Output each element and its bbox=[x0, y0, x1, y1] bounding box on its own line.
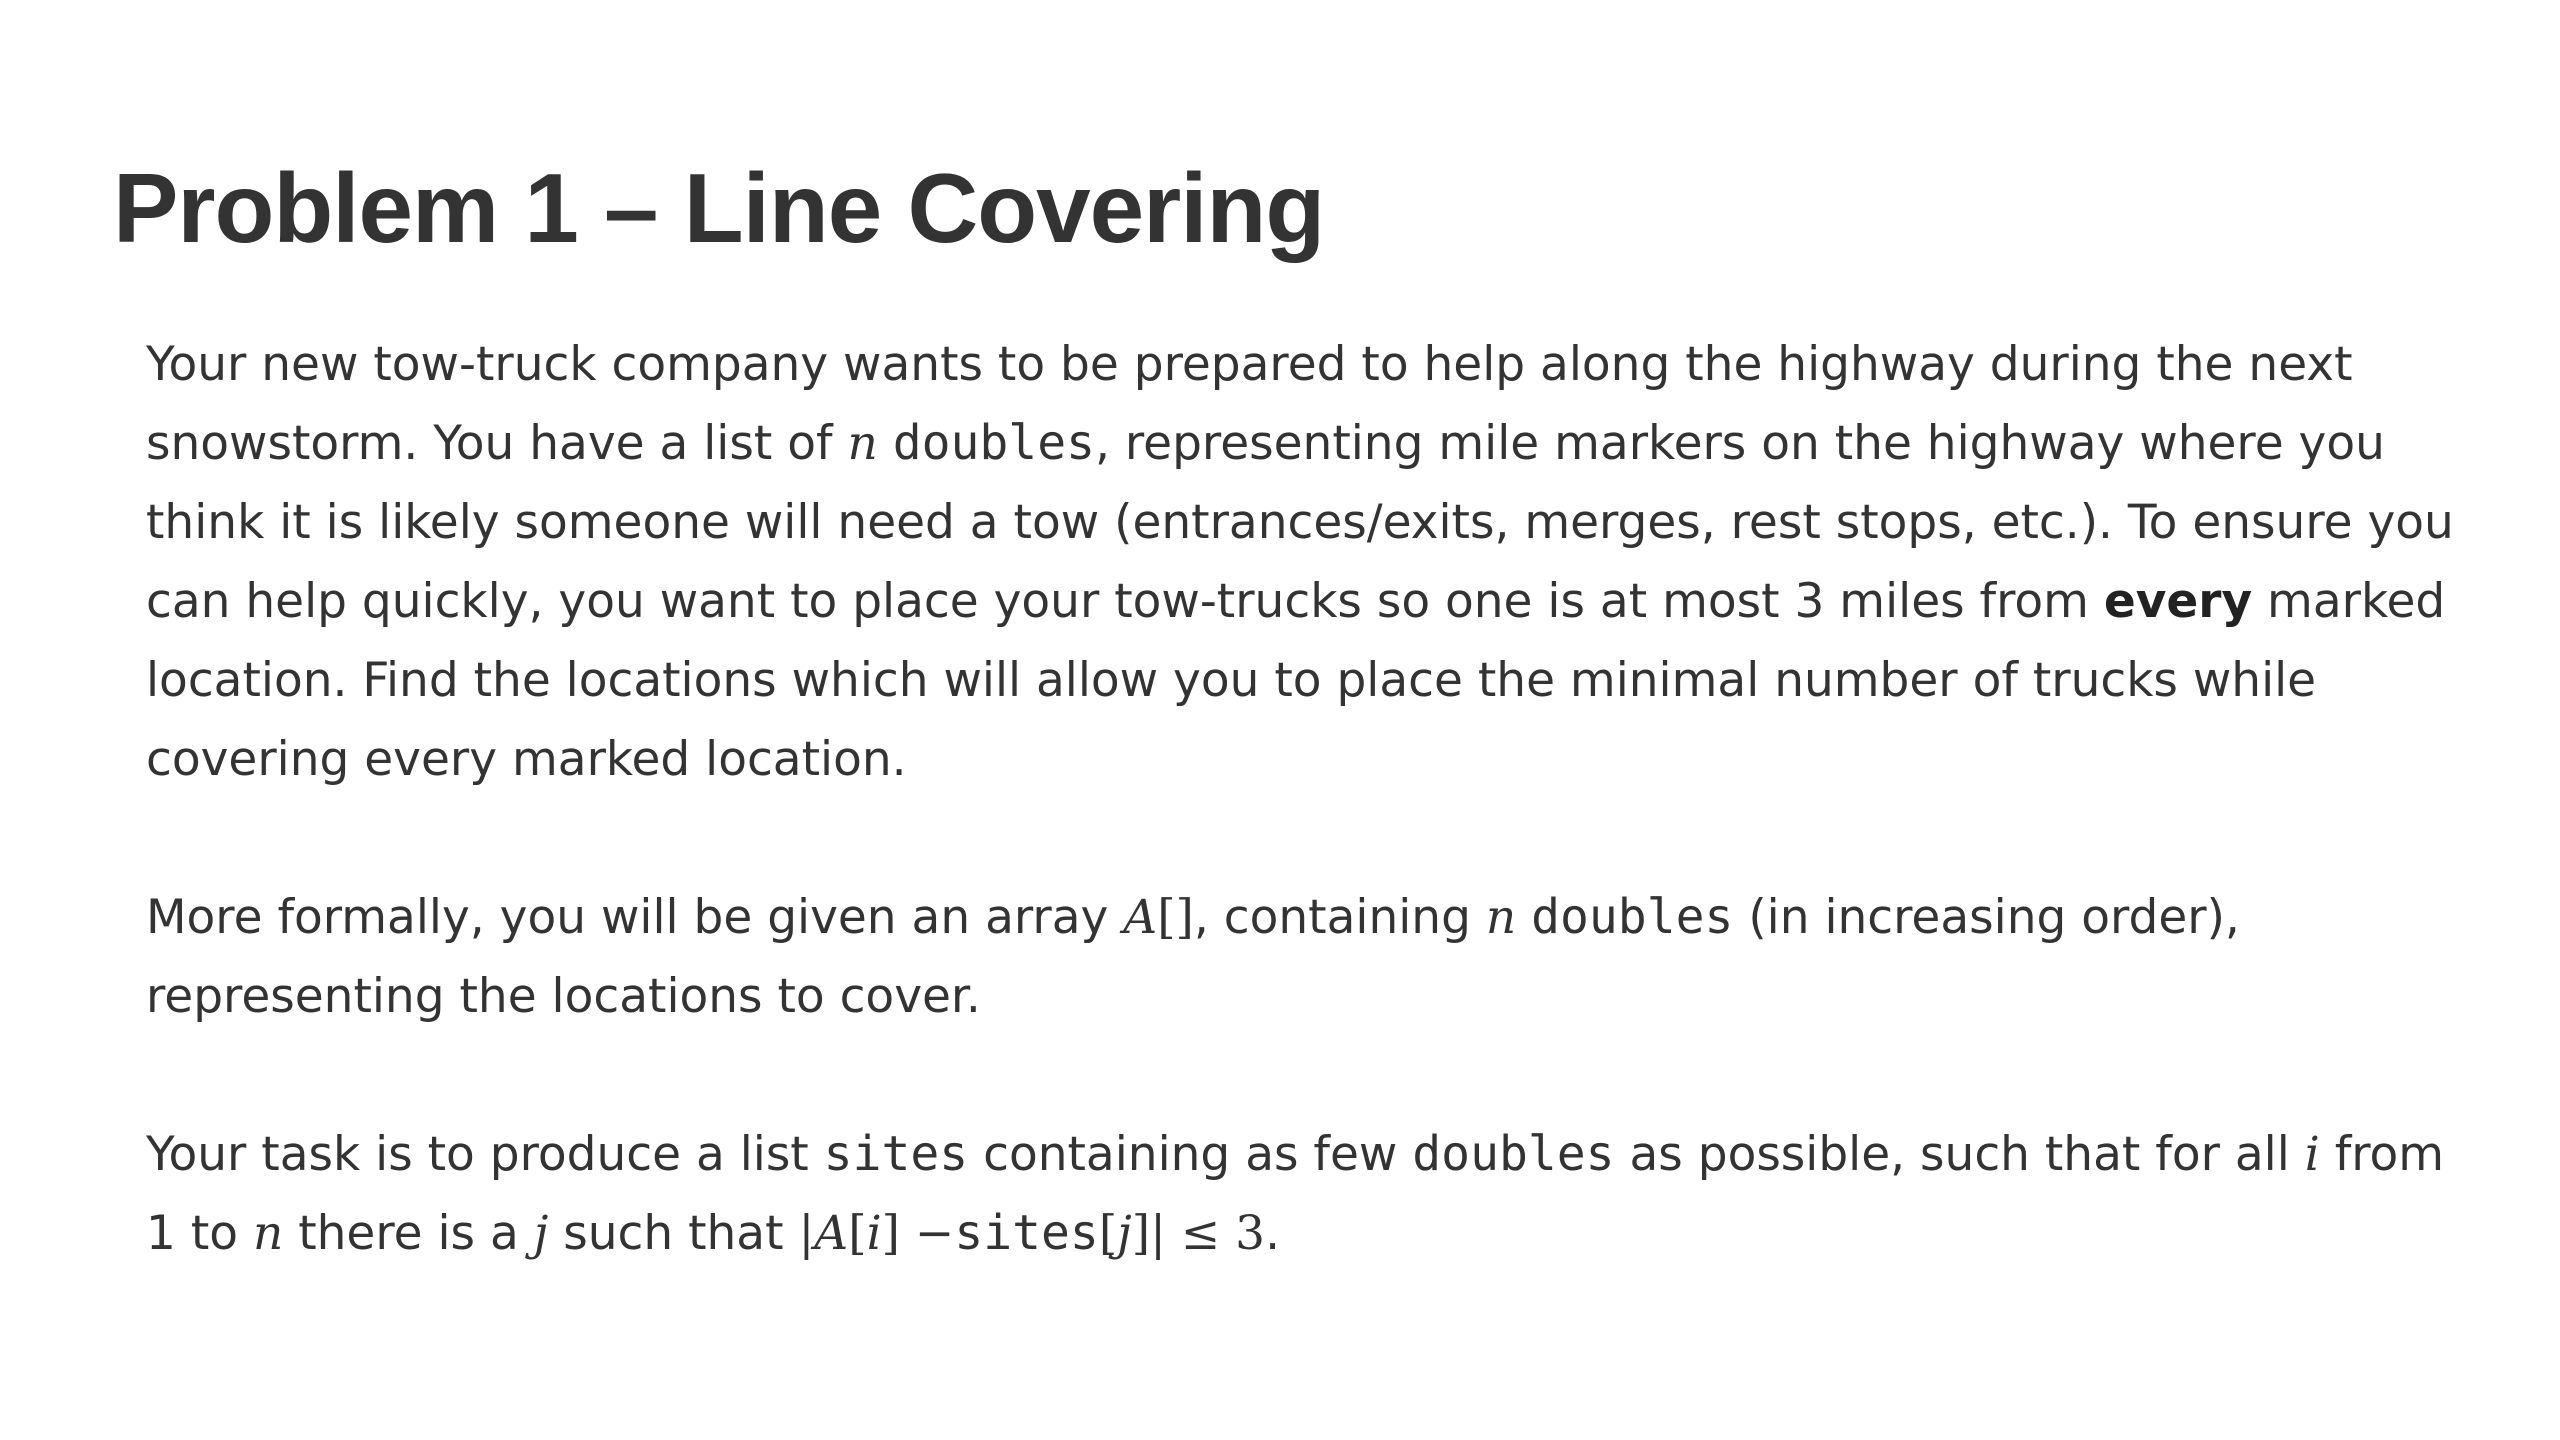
emphasis-every: every bbox=[2103, 574, 2253, 629]
math-n: n bbox=[1485, 890, 1517, 945]
text-segment: marked location. Find the locations which will allow you to place the minimal number of trucks while covering every marked location. bbox=[146, 574, 2446, 787]
text-segment: , containing bbox=[1193, 890, 1486, 945]
code-doubles: doubles bbox=[1412, 1126, 1615, 1182]
math-i: i bbox=[866, 1206, 882, 1261]
math-brackets: [] bbox=[1157, 890, 1194, 945]
math-A: A bbox=[1123, 890, 1158, 945]
math-leq-3: ]| ≤ 3 bbox=[1131, 1206, 1266, 1261]
math-abs-open: | bbox=[798, 1206, 815, 1261]
code-sites: sites bbox=[823, 1126, 969, 1182]
paragraph-intro bbox=[146, 325, 2476, 799]
math-j: j bbox=[533, 1206, 549, 1261]
text-segment: such that bbox=[548, 1206, 799, 1261]
code-sites: sites bbox=[954, 1205, 1099, 1261]
paragraph-formal bbox=[146, 878, 2476, 1036]
math-i: i bbox=[2304, 1127, 2320, 1182]
code-doubles: doubles bbox=[1531, 889, 1734, 945]
problem-body bbox=[146, 325, 2476, 1273]
text-segment: More formally, you will be given an array bbox=[146, 890, 1124, 945]
text-segment: containing as few bbox=[968, 1127, 1413, 1182]
math-bracket: [ bbox=[848, 1206, 867, 1261]
math-n: n bbox=[252, 1206, 284, 1261]
math-j: j bbox=[1117, 1206, 1132, 1261]
text-segment: Your new tow-truck company wants to be prepared to help along the highway during the next snowstorm. You have a list of bbox=[146, 337, 2353, 471]
code-doubles: doubles bbox=[892, 415, 1095, 471]
math-bracket: [ bbox=[1098, 1206, 1118, 1261]
text-segment: as possible, such that for all bbox=[1614, 1127, 2305, 1182]
paragraph-task bbox=[146, 1115, 2476, 1273]
text-segment: (in increasing order), representing the locations to cover. bbox=[146, 890, 2240, 1024]
text-segment: . bbox=[1265, 1206, 1281, 1261]
text-segment: from 1 to bbox=[146, 1127, 2445, 1261]
math-n: n bbox=[847, 416, 878, 471]
text-segment: , representing mile markers on the highway where you think it is likely someone will need a tow (entrances/exits, merges, rest stops, etc.). To ensure you can help quickly, you want to place your tow-trucks so one is at most 3 miles from bbox=[146, 416, 2454, 629]
math-minus: ] − bbox=[881, 1206, 955, 1261]
text-segment: Your task is to produce a list bbox=[146, 1127, 824, 1182]
math-A: A bbox=[814, 1206, 849, 1261]
page-title: Problem 1 – Line Covering bbox=[113, 153, 1325, 263]
text-segment: there is a bbox=[283, 1206, 534, 1261]
